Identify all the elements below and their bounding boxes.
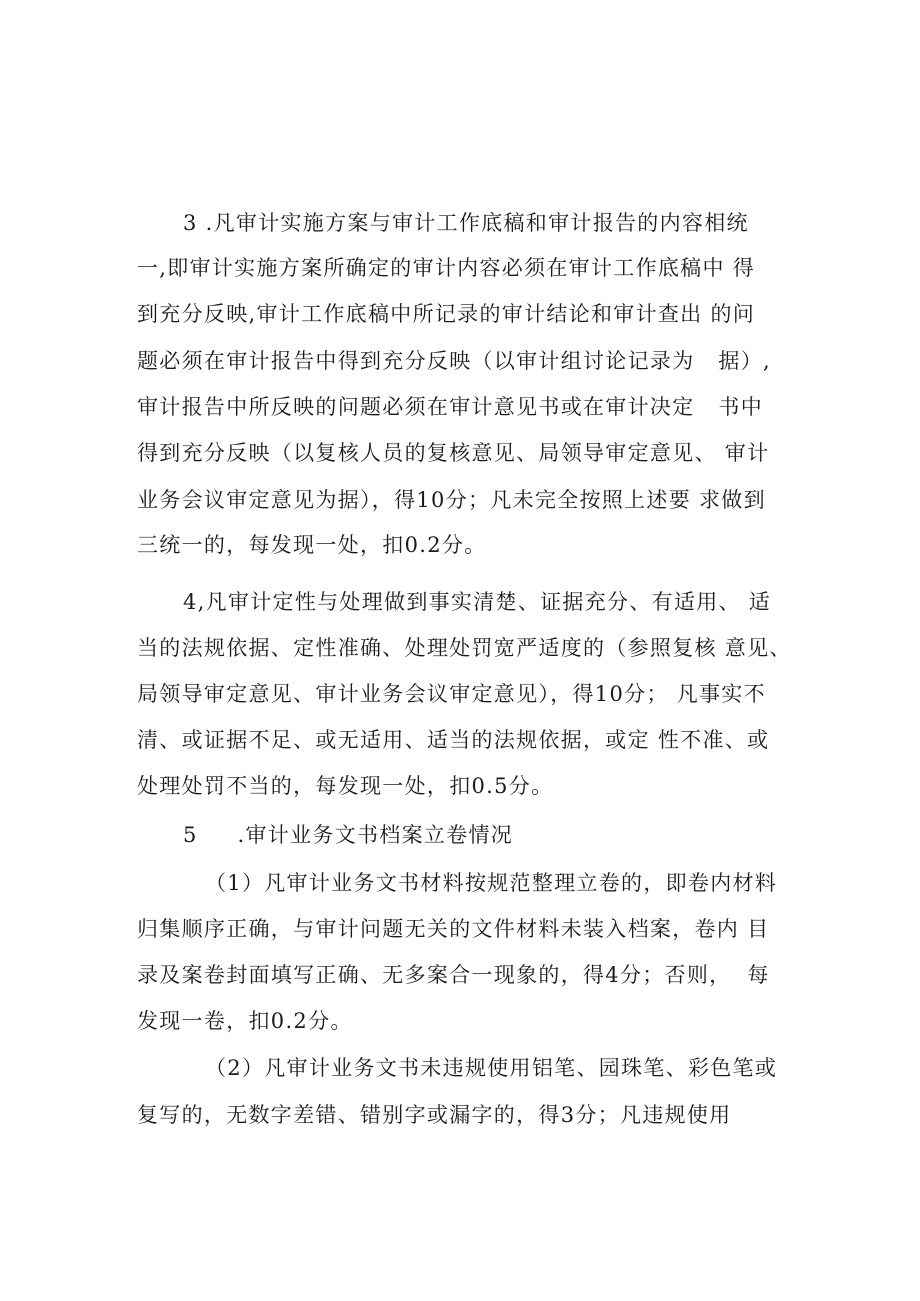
text-line: （2）凡审计业务文书未违规使用铝笔、园珠笔、彩色笔或 [205,1056,778,1080]
text-line: 处理处罚不当的，每发现一处，扣0.5分。 [137,774,554,798]
text-line: 录及案卷封面填写正确、无多案合一现象的，得4分；否则， 每 [137,963,770,987]
text-line: （1）凡审计业务文书材料按规范整理立卷的，即卷内材料 [205,871,778,895]
text-line: 得到充分反映（以复核人员的复核意见、局领导审定意见、 审计 [137,441,770,465]
text-line: 4,凡审计定性与处理做到事实清楚、证据充分、有适用、 适 [183,590,772,614]
text-line: 审计报告中所反映的问题必须在审计意见书或在审计决定 书中 [137,395,764,419]
text-line: 清、或证据不足、或无适用、适当的法规依据，或定 性不准、或 [137,728,770,752]
section-heading: 5 .审计业务文书档案立卷情况 [183,823,514,847]
text-line: 发现一卷，扣0.2分。 [137,1009,353,1033]
text-line: 三统一的，每发现一处，扣0.2分。 [137,533,487,557]
text-line: 到充分反映,审计工作底稿中所记录的审计结论和审计查出 的问 [137,302,756,326]
text-line: 归集顺序正确，与审计问题无关的文件材料未装入档案，卷内 目 [137,917,770,941]
text-line: 3 .凡审计实施方案与审计工作底稿和审计报告的内容相统 [183,211,749,235]
text-line: 局领导审定意见、审计业务会议审定意见），得10分； 凡事实不 [137,682,766,706]
text-line: 复写的，无数字差错、错别字或漏字的，得3分；凡违规使用 [137,1103,732,1127]
text-line: 题必须在审计报告中得到充分反映（以审计组讨论记录为 据）, [137,349,771,373]
text-line: 业务会议审定意见为据），得10分；凡未完全按照上述要 求做到 [137,488,766,512]
text-line: 一,即审计实施方案所确定的审计内容必须在审计工作底稿中 得 [137,256,756,280]
text-line: 当的法规依据、定性准确、处理处罚宽严适度的（参照复核 意见、 [137,636,792,660]
